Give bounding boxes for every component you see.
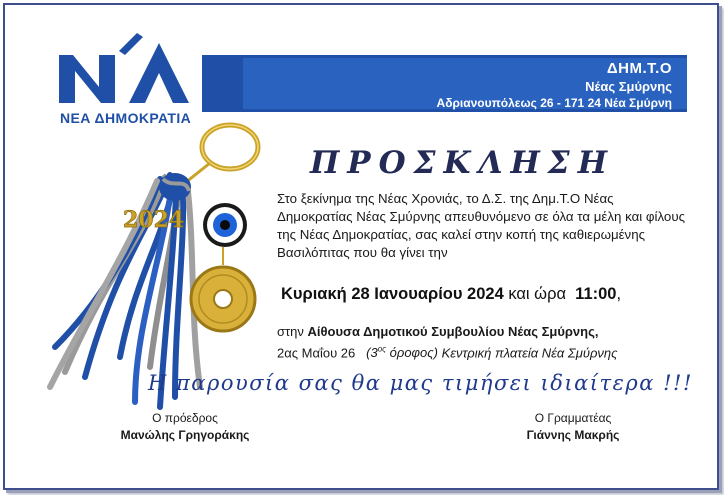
closing-slogan: Η παρουσία σας θα μας τιμήσει ιδιαίτερα !!! xyxy=(148,371,693,395)
secretary-title: Ο Γραμματέας xyxy=(534,411,612,425)
nd-logo-icon xyxy=(59,33,209,111)
party-name: ΝΕΑ ΔΗΜΟΚΡΑΤΙΑ xyxy=(60,110,192,126)
event-datetime: Κυριακή 28 Ιανουαρίου 2024 και ώρα 11:00, xyxy=(281,285,622,303)
venue-street: 2ας Μαΐου 26 xyxy=(277,345,356,361)
org-name: ΔΗΜ.Τ.Ο xyxy=(606,60,672,77)
venue-area: Κεντρική πλατεία Νέα Σμύρνης xyxy=(441,345,618,361)
invitation-card xyxy=(3,3,719,490)
time-connector: και ώρα xyxy=(508,285,566,303)
org-location: Νέας Σμύρνης xyxy=(585,79,672,94)
org-info xyxy=(372,60,672,110)
venue-name: Αίθουσα Δημοτικού Συμβουλίου Νέας Σμύρνης, xyxy=(307,324,599,339)
invitation-body: Στο ξεκίνημα της Νέας Χρονιάς, το Δ.Σ. της Δημ.Τ.Ο Νέας Δημοκρατίας Νέας Σμύρνης απευθυνόμενο σε όλα τα μέλη και φίλους της Νέας Δημοκρατίας, σας καλεί στην κοπή της καθιερωμένης Βασιλόπιτας που θα γίνει την xyxy=(277,191,686,260)
venue-prefix: στην xyxy=(277,324,304,339)
secretary-name: Γιάννης Μακρής xyxy=(526,428,620,442)
president-title: Ο πρόεδρος xyxy=(152,411,218,425)
president-signature xyxy=(105,410,265,444)
org-address: Αδριανουπόλεως 26 - 171 24 Νέα Σμύρνη xyxy=(436,96,672,110)
event-date: Κυριακή 28 Ιανουαρίου 2024 xyxy=(281,285,504,303)
invitation-title: ΠΡΟΣΚΛΗΣΗ xyxy=(310,145,616,181)
event-venue xyxy=(277,323,617,362)
president-name: Μανώλης Γρηγοράκης xyxy=(120,428,250,442)
event-time: 11:00 xyxy=(575,285,617,303)
svg-text:2024: 2024 xyxy=(123,207,185,233)
venue-floor: ($3^{o\varsigma}$ όροφος) xyxy=(366,345,438,361)
secretary-signature xyxy=(503,410,643,444)
